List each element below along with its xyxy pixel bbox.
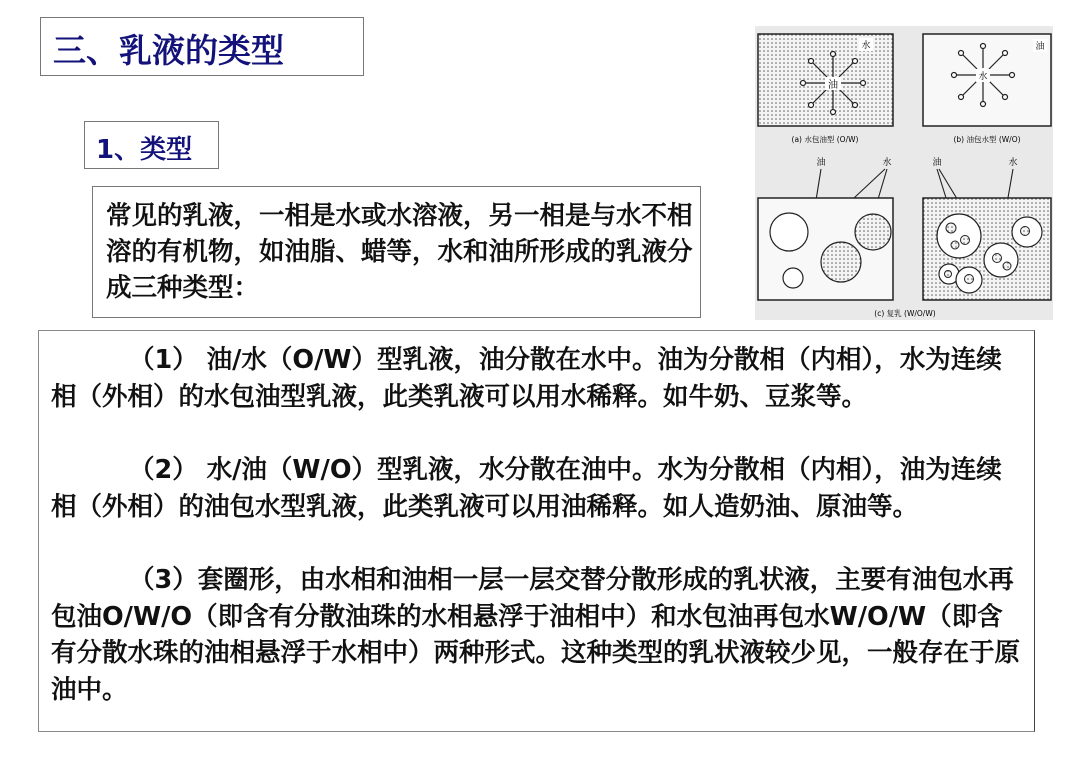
page-title: 三、乳液的类型 [53,31,284,70]
subtitle-box [84,121,219,169]
intro-text: 常见的乳液，一相是水或水溶液，另一相是与水不相溶的有机物，如油脂、蜡等，水和油所形成的乳液分成三种类型： [106,201,693,303]
panel-c-caption: (c) 复乳 (W/O/W) [874,309,936,318]
panel-b-inner-label: 水 [978,72,988,82]
intro-box [92,186,701,318]
panel-b-water-in-oil [923,34,1051,144]
emulsion-types-figure [755,26,1053,320]
type-paragraph-3: （3）套圈形，由水相和油相一层一层交替分散形成的乳状液，主要有油包水再包油O/W/O（即含有分散油珠的水相悬浮于油相中）和水包油再包水W/O/W（即含有分散水珠的油相悬浮于水相中）两种形式。这种类型的乳状液较少见，一般存在于原油中。 [51,565,1021,705]
panel-b-caption: (b) 油包水型 (W/O) [953,135,1021,144]
panel-c-oil2-label: 油 [932,158,942,168]
types-box [38,330,1035,732]
panel-c-water2-label: 水 [1008,158,1018,168]
panel-c-oil-label: 油 [816,158,826,168]
panel-a-outer-label: 水 [861,41,871,51]
type-paragraph-1: （1） 油/水（O/W）型乳液，油分散在水中。油为分散相（内相），水为连续相（外相）的水包油型乳液，此类乳液可以用水稀释。如牛奶、豆浆等。 [51,345,1002,412]
title-box [40,17,364,76]
panel-c-multiple-emulsion [758,156,1051,318]
panel-a-caption: (a) 水包油型 (O/W) [791,135,859,144]
type-paragraph-2: （2） 水/油（W/O）型乳液，水分散在油中。水为分散相（内相），油为连续相（外相）的油包水型乳液，此类乳液可以用油稀释。如人造奶油、原油等。 [51,455,1002,522]
panel-a-oil-in-water [758,34,893,144]
panel-c-water-label: 水 [882,158,892,168]
panel-a-inner-label: 油 [828,80,838,91]
section-subtitle: 1、类型 [96,135,193,165]
panel-b-outer-label: 油 [1035,42,1045,52]
